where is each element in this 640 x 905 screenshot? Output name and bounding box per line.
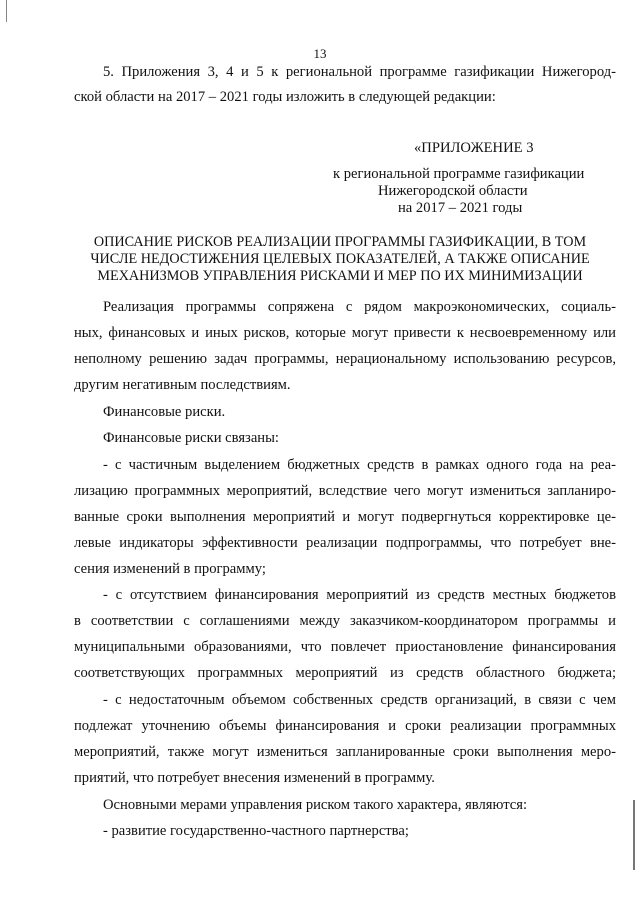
body-line: подлежат уточнению объемы финансирования и сроки реализации программных xyxy=(74,718,616,734)
body-line: - развитие государственно-частного партнерства; xyxy=(103,823,409,839)
body-line: соответствующих программных мероприятий из средств областного бюджета; xyxy=(74,665,616,681)
body-line: левые индикаторы эффективности реализации подпрограммы, что потребует вне- xyxy=(74,535,616,551)
body-line: - с частичным выделением бюджетных средств в рамках одного года на реа- xyxy=(103,457,616,473)
body-line: приятий, что потребует внесения изменений в программу. xyxy=(74,770,435,786)
body-line: неполному решению задач программы, нерациональному использованию ресурсов, xyxy=(74,351,616,367)
body-line: сения изменений в программу; xyxy=(74,561,266,577)
scan-edge-mark-right xyxy=(633,800,635,870)
section-heading xyxy=(60,234,620,285)
intro-line: 5. Приложения 3, 4 и 5 к региональной программе газификации Нижегород- xyxy=(103,64,616,80)
body-line: Финансовые риски связаны: xyxy=(103,430,279,446)
appendix-subtitle-line: на 2017 – 2021 годы xyxy=(398,200,523,216)
page-number: 13 xyxy=(313,46,327,61)
body-line: Реализация программы сопряжена с рядом макроэкономических, социаль- xyxy=(103,299,616,315)
body-line: - с отсутствием финансирования мероприятий из средств местных бюджетов xyxy=(103,587,616,603)
appendix-title: «ПРИЛОЖЕНИЕ 3 xyxy=(414,140,534,156)
heading-line: МЕХАНИЗМОВ УПРАВЛЕНИЯ РИСКАМИ И МЕР ПО ИХ МИНИМИЗАЦИИ xyxy=(97,268,583,284)
heading-line: ЧИСЛЕ НЕДОСТИЖЕНИЯ ЦЕЛЕВЫХ ПОКАЗАТЕЛЕЙ, А ТАКЖЕ ОПИСАНИЕ xyxy=(90,251,590,267)
body-line: Основными мерами управления риском такого характера, являются: xyxy=(103,797,528,813)
body-line: ных, финансовых и иных рисков, которые могут привести к несвоевременному или xyxy=(74,325,616,341)
body-line: Финансовые риски. xyxy=(103,404,226,420)
appendix-subtitle-line: к региональной программе газификации xyxy=(333,166,585,182)
body-line: другим негативным последствиям. xyxy=(74,377,291,393)
intro-line: ской области на 2017 – 2021 годы изложить в следующей редакции: xyxy=(74,89,496,105)
body-line: муниципальными образованиями, что повлечет приостановление финансирования xyxy=(74,639,616,655)
body-line: в соответствии с соглашениями между заказчиком-координатором программы и xyxy=(74,613,616,629)
body-line: - с недостаточным объемом собственных средств организаций, в связи с чем xyxy=(103,692,616,708)
appendix-subtitle-line: Нижегородской области xyxy=(378,183,528,199)
body-line: ванные сроки выполнения мероприятий и могут подвергнуться корректировке це- xyxy=(74,509,616,525)
body-line: лизацию программных мероприятий, вследствие чего могут измениться запланиро- xyxy=(74,483,616,499)
body-line: мероприятий, также могут измениться запланированные сроки выполнения меро- xyxy=(74,744,616,760)
scan-edge-mark-left xyxy=(6,0,7,22)
heading-line: ОПИСАНИЕ РИСКОВ РЕАЛИЗАЦИИ ПРОГРАММЫ ГАЗИФИКАЦИИ, В ТОМ xyxy=(93,234,587,250)
